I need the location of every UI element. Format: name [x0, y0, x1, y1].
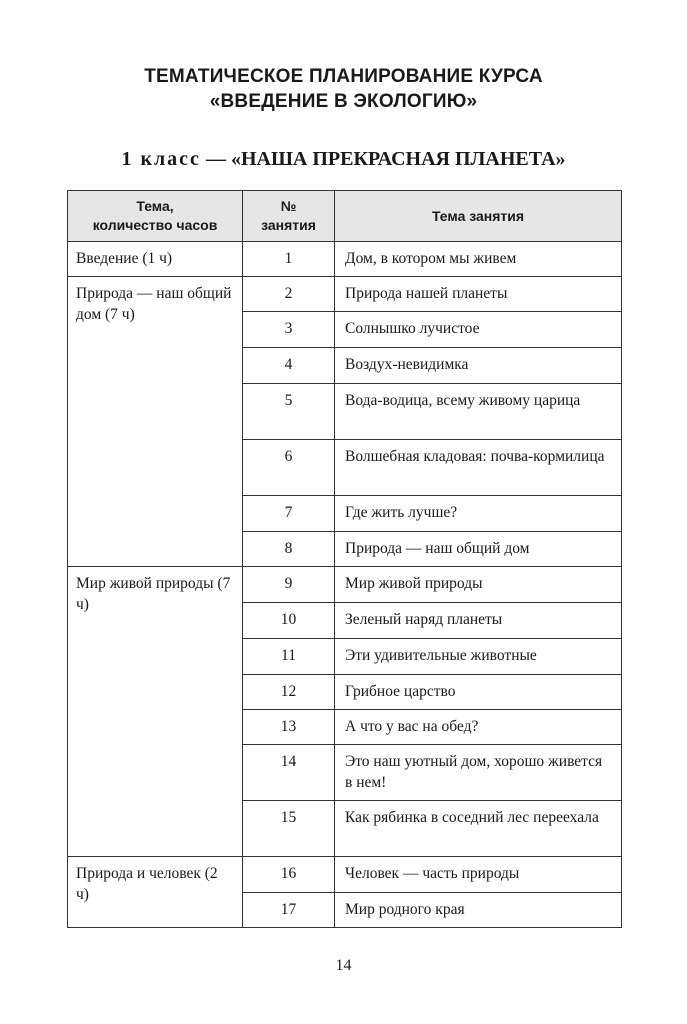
page-title [0, 64, 687, 114]
lesson-title: Человек — часть природы [335, 857, 622, 893]
lesson-number: 11 [243, 639, 335, 675]
lesson-number: 16 [243, 857, 335, 893]
lesson-title: Воздух-невидимка [335, 348, 622, 384]
lesson-number: 12 [243, 675, 335, 710]
lesson-title: Где жить лучше? [335, 496, 622, 532]
lesson-title: А что у вас на обед? [335, 710, 622, 745]
lesson-title: Это наш уютный дом, хорошо живется в нем! [335, 745, 622, 801]
lesson-number: 5 [243, 384, 335, 440]
table-header-row [68, 191, 622, 242]
lesson-title: Природа нашей планеты [335, 277, 622, 312]
lesson-title: Мир родного края [335, 893, 622, 928]
lesson-number: 8 [243, 532, 335, 567]
table-row [68, 242, 622, 277]
lesson-number: 7 [243, 496, 335, 532]
lesson-number: 6 [243, 440, 335, 496]
subtitle-dash: — [200, 148, 231, 170]
lesson-title: Волшебная кладовая: почва-кормилица [335, 440, 622, 496]
lesson-title: Грибное царство [335, 675, 622, 710]
lesson-number: 1 [243, 242, 335, 277]
theme-cell: Природа — наш общий дом (7 ч) [68, 277, 243, 567]
lesson-number: 14 [243, 745, 335, 801]
lesson-title: Зеленый наряд планеты [335, 603, 622, 639]
lesson-number: 4 [243, 348, 335, 384]
grade-label: 1 класс [121, 148, 201, 170]
lesson-number: 9 [243, 567, 335, 603]
grade-course-name: «НАША ПРЕКРАСНАЯ ПЛАНЕТА» [230, 148, 566, 170]
lesson-title: Природа — наш общий дом [335, 532, 622, 567]
lesson-title: Вода-водица, всему живому царица [335, 384, 622, 440]
table-row [68, 857, 622, 893]
theme-cell: Введение (1 ч) [68, 242, 243, 277]
title-line-2: «ВВЕДЕНИЕ В ЭКОЛОГИЮ» [209, 91, 478, 112]
lesson-title: Солнышко лучистое [335, 312, 622, 348]
lesson-number: 15 [243, 801, 335, 857]
header-number: № занятия [243, 191, 335, 242]
lesson-title: Эти удивительные животные [335, 639, 622, 675]
thematic-plan-table [67, 190, 622, 928]
lesson-number: 2 [243, 277, 335, 312]
theme-cell: Мир живой природы (7 ч) [68, 567, 243, 857]
table-row [68, 567, 622, 603]
header-theme: Тема, количество часов [68, 191, 243, 242]
lesson-number: 3 [243, 312, 335, 348]
title-line-1: ТЕМАТИЧЕСКОЕ ПЛАНИРОВАНИЕ КУРСА [144, 66, 543, 87]
lesson-number: 13 [243, 710, 335, 745]
page-number: 14 [335, 957, 352, 974]
lesson-title: Мир живой природы [335, 567, 622, 603]
lesson-title: Дом, в котором мы живем [335, 242, 622, 277]
table-row [68, 277, 622, 312]
lesson-number: 10 [243, 603, 335, 639]
lesson-number: 17 [243, 893, 335, 928]
grade-subtitle [0, 148, 687, 171]
lesson-title: Как рябинка в соседний лес переехала [335, 801, 622, 857]
header-lesson: Тема занятия [335, 191, 622, 242]
theme-cell: Природа и человек (2 ч) [68, 857, 243, 928]
